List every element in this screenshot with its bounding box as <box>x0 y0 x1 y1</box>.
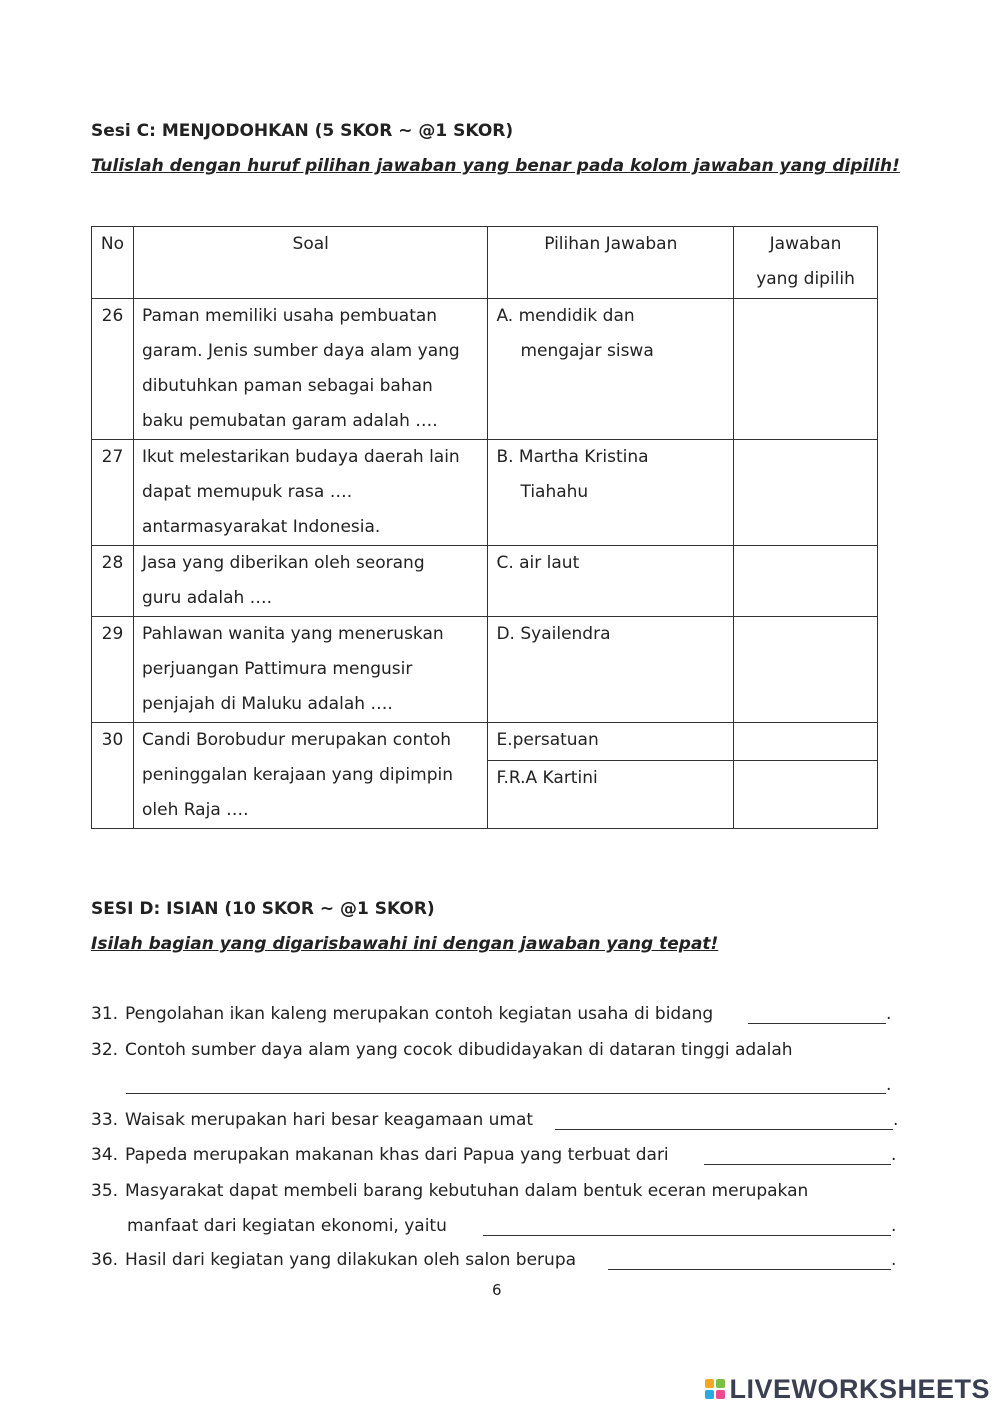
question-text: Masyarakat dapat membeli barang kebutuhan dalam bentuk eceran merupakan <box>125 1181 809 1201</box>
question-text <box>133 299 487 440</box>
answer-blank-34[interactable] <box>704 1164 891 1165</box>
row-number: 26 <box>92 299 134 440</box>
answer-option <box>488 440 734 546</box>
matching-table <box>91 226 878 829</box>
section-d-instruction: Isilah bagian yang digarisbawahi ini dengan jawaban yang tepat! <box>91 934 719 954</box>
period: . <box>891 1145 897 1165</box>
question-text: Waisak merupakan hari besar keagamaan umat <box>125 1110 534 1130</box>
option-line: A. mendidik dan <box>496 306 635 326</box>
answer-input-cell[interactable] <box>734 440 878 546</box>
question-number: 36. <box>91 1250 119 1270</box>
question-number: 33. <box>91 1110 119 1130</box>
question-number: 34. <box>91 1145 119 1165</box>
option-line: Tiahahu <box>520 482 589 502</box>
question-line: antarmasyarakat Indonesia. <box>141 517 381 537</box>
question-line: baku pemubatan garam adalah …. <box>141 411 438 431</box>
answer-input-cell[interactable] <box>734 761 878 829</box>
option-line: F.R.A Kartini <box>496 768 598 789</box>
table-row <box>92 723 878 761</box>
table-row <box>92 440 878 546</box>
answer-blank-32[interactable] <box>126 1093 886 1094</box>
answer-input-cell[interactable] <box>734 546 878 617</box>
question-line: penjajah di Maluku adalah …. <box>141 694 393 714</box>
answer-option <box>488 546 734 617</box>
answer-option <box>488 617 734 723</box>
option-line: E.persatuan <box>496 730 599 750</box>
option-line: C. air laut <box>496 553 580 573</box>
answer-input-cell[interactable] <box>734 299 878 440</box>
section-c-title: Sesi C: MENJODOHKAN (5 SKOR ~ @1 SKOR) <box>91 121 514 141</box>
row-number: 29 <box>92 617 134 723</box>
row-number: 28 <box>92 546 134 617</box>
question-text <box>133 723 487 829</box>
question-text: Pengolahan ikan kaleng merupakan contoh kegiatan usaha di bidang <box>125 1004 714 1024</box>
table-header-row <box>92 227 878 299</box>
liveworksheets-logo-icon <box>705 1379 725 1399</box>
header-soal: Soal <box>133 227 487 299</box>
question-number: 31. <box>91 1004 119 1024</box>
question-text <box>133 617 487 723</box>
answer-blank-31[interactable] <box>748 1023 886 1024</box>
period: . <box>893 1110 899 1130</box>
answer-input-cell[interactable] <box>734 723 878 761</box>
question-text: Papeda merupakan makanan khas dari Papua yang terbuat dari <box>125 1145 669 1165</box>
question-line: Pahlawan wanita yang meneruskan <box>141 624 444 644</box>
option-line: B. Martha Kristina <box>496 447 649 467</box>
question-line: guru adalah …. <box>141 588 273 608</box>
question-number: 32. <box>91 1040 119 1060</box>
question-text <box>133 546 487 617</box>
question-line: oleh Raja …. <box>141 800 249 820</box>
row-number: 27 <box>92 440 134 546</box>
question-text: Hasil dari kegiatan yang dilakukan oleh salon berupa <box>125 1250 577 1270</box>
question-text: Contoh sumber daya alam yang cocok dibudidayakan di dataran tinggi adalah <box>125 1040 793 1060</box>
question-35 <box>91 1181 808 1201</box>
question-line: dapat memupuk rasa …. <box>141 482 353 502</box>
answer-option <box>488 761 734 829</box>
question-35-line2: manfaat dari kegiatan ekonomi, yaitu <box>127 1216 447 1236</box>
answer-input-cell[interactable] <box>734 617 878 723</box>
section-c-instruction: Tulislah dengan huruf pilihan jawaban yang benar pada kolom jawaban yang dipilih! <box>91 156 900 176</box>
header-jawaban-line2: yang dipilih <box>756 269 855 289</box>
question-line: Candi Borobudur merupakan contoh <box>141 730 452 750</box>
period: . <box>891 1216 897 1236</box>
header-no: No <box>92 227 134 299</box>
question-32 <box>91 1040 793 1060</box>
question-line: Jasa yang diberikan oleh seorang <box>141 553 425 573</box>
liveworksheets-logo[interactable] <box>705 1373 990 1405</box>
row-number: 30 <box>92 723 134 829</box>
option-line: D. Syailendra <box>496 624 611 644</box>
answer-option <box>488 723 734 761</box>
question-36 <box>91 1250 576 1270</box>
option-line: mengajar siswa <box>520 341 654 361</box>
question-line: dibutuhkan paman sebagai bahan <box>141 376 433 396</box>
question-line: Ikut melestarikan budaya daerah lain <box>141 447 460 467</box>
answer-option <box>488 299 734 440</box>
question-line: garam. Jenis sumber daya alam yang <box>141 341 460 361</box>
question-31 <box>91 1004 713 1024</box>
question-line: Paman memiliki usaha pembuatan <box>141 306 438 326</box>
period: . <box>886 1004 892 1024</box>
section-d-title: SESI D: ISIAN (10 SKOR ~ @1 SKOR) <box>91 899 435 919</box>
period: . <box>886 1075 892 1095</box>
brand-name: LIVEWORKSHEETS <box>729 1373 990 1404</box>
question-line: perjuangan Pattimura mengusir <box>141 659 413 679</box>
table-row <box>92 617 878 723</box>
page-number: 6 <box>492 1281 502 1299</box>
header-pilihan: Pilihan Jawaban <box>488 227 734 299</box>
question-text <box>133 440 487 546</box>
question-34 <box>91 1145 669 1165</box>
question-line: peninggalan kerajaan yang dipimpin <box>141 765 453 785</box>
answer-blank-33[interactable] <box>555 1129 893 1130</box>
period: . <box>891 1250 897 1270</box>
table-row <box>92 546 878 617</box>
table-row <box>92 299 878 440</box>
answer-blank-35[interactable] <box>483 1235 891 1236</box>
question-33 <box>91 1110 533 1130</box>
header-jawaban-line1: Jawaban <box>769 234 842 254</box>
header-jawaban <box>734 227 878 299</box>
answer-blank-36[interactable] <box>608 1269 891 1270</box>
question-number: 35. <box>91 1181 119 1201</box>
